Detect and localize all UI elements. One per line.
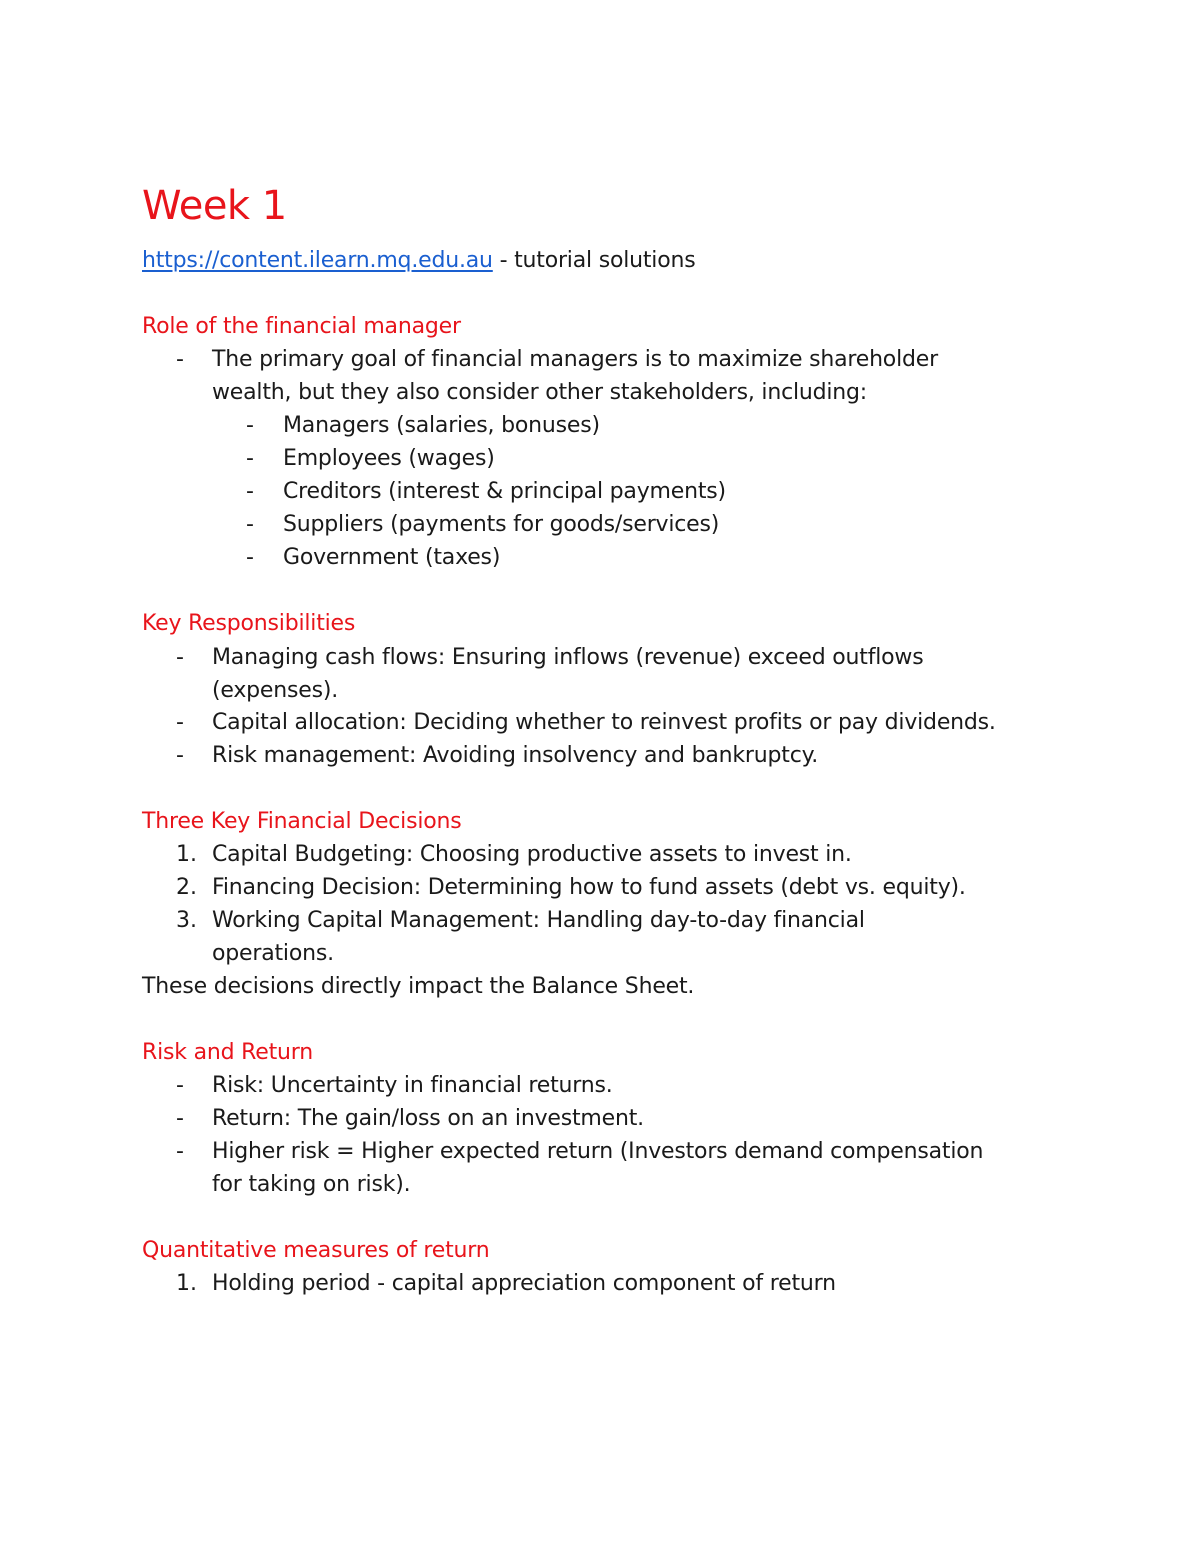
bullet-dash: - xyxy=(176,1073,184,1098)
section-heading-responsibilities: Key Responsibilities xyxy=(142,611,356,636)
responsibility-item: Risk management: Avoiding insolvency and bankruptcy. xyxy=(212,743,819,768)
tutorial-link-line xyxy=(142,245,696,277)
stakeholder-item: Government (taxes) xyxy=(283,545,501,570)
section-heading-risk-return: Risk and Return xyxy=(142,1040,313,1065)
role-intro-line-1: The primary goal of financial managers is to maximize shareholder xyxy=(212,347,938,372)
section-heading-decisions: Three Key Financial Decisions xyxy=(142,809,462,834)
bullet-dash: - xyxy=(246,479,254,504)
role-intro-line-2: wealth, but they also consider other stakeholders, including: xyxy=(212,380,868,405)
decisions-note: These decisions directly impact the Balance Sheet. xyxy=(142,974,695,999)
bullet-dash: - xyxy=(176,1106,184,1131)
decision-item-continued: operations. xyxy=(212,941,334,966)
bullet-dash: - xyxy=(176,743,184,768)
list-number: 3. xyxy=(176,908,197,933)
decision-item: Financing Decision: Determining how to fund assets (debt vs. equity). xyxy=(212,875,966,900)
decision-item: Capital Budgeting: Choosing productive assets to invest in. xyxy=(212,842,852,867)
bullet-dash: - xyxy=(176,710,184,735)
section-heading-role: Role of the financial manager xyxy=(142,314,461,339)
stakeholder-item: Creditors (interest & principal payments) xyxy=(283,479,726,504)
bullet-dash: - xyxy=(176,347,184,372)
bullet-dash: - xyxy=(176,1139,184,1164)
stakeholder-item: Suppliers (payments for goods/services) xyxy=(283,512,720,537)
responsibility-item-continued: (expenses). xyxy=(212,678,339,703)
decision-item: Working Capital Management: Handling day-to-day financial xyxy=(212,908,865,933)
list-number: 2. xyxy=(176,875,197,900)
risk-return-item-continued: for taking on risk). xyxy=(212,1172,411,1197)
tutorial-link[interactable]: https://content.ilearn.mq.edu.au xyxy=(142,248,493,273)
list-number: 1. xyxy=(176,1271,197,1296)
bullet-dash: - xyxy=(246,545,254,570)
risk-return-item: Higher risk = Higher expected return (Investors demand compensation xyxy=(212,1139,984,1164)
bullet-dash: - xyxy=(246,512,254,537)
list-number: 1. xyxy=(176,842,197,867)
bullet-dash: - xyxy=(246,413,254,438)
stakeholder-item: Managers (salaries, bonuses) xyxy=(283,413,600,438)
quant-item: Holding period - capital appreciation component of return xyxy=(212,1271,836,1296)
responsibility-item: Managing cash flows: Ensuring inflows (revenue) exceed outflows xyxy=(212,645,924,670)
section-heading-quantitative: Quantitative measures of return xyxy=(142,1238,490,1263)
bullet-dash: - xyxy=(246,446,254,471)
responsibility-item: Capital allocation: Deciding whether to reinvest profits or pay dividends. xyxy=(212,710,996,735)
page-title: Week 1 xyxy=(142,183,287,229)
risk-return-item: Risk: Uncertainty in financial returns. xyxy=(212,1073,613,1098)
tutorial-link-suffix: - tutorial solutions xyxy=(492,248,696,273)
risk-return-item: Return: The gain/loss on an investment. xyxy=(212,1106,644,1131)
bullet-dash: - xyxy=(176,645,184,670)
stakeholder-item: Employees (wages) xyxy=(283,446,495,471)
